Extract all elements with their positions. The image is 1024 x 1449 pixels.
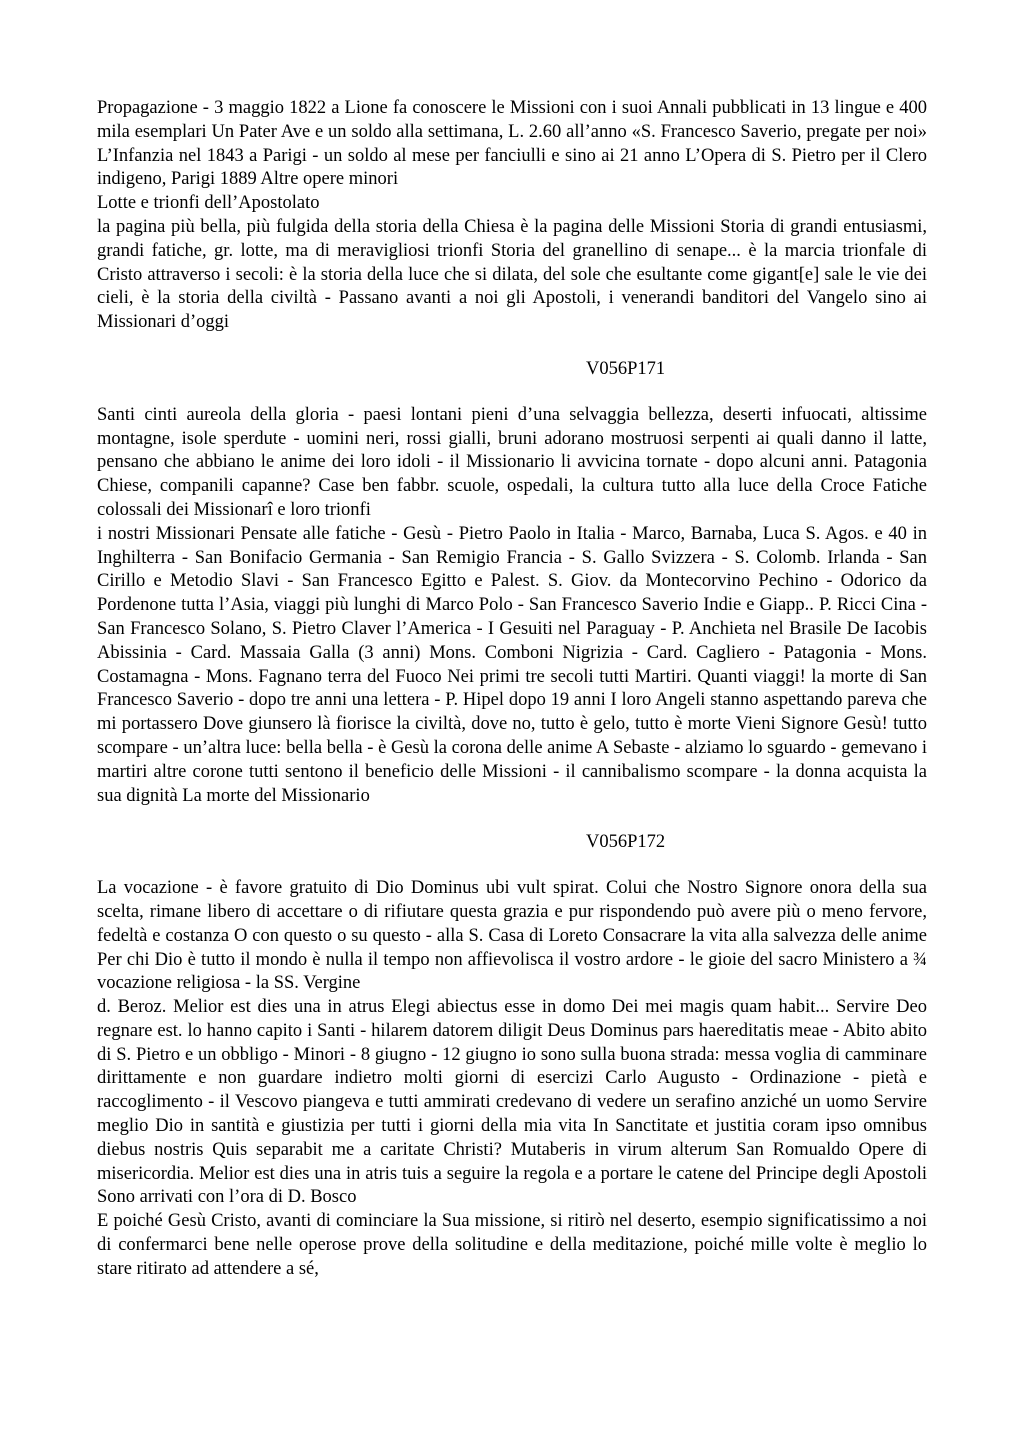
page-reference-171: V056P171 (586, 358, 666, 379)
paragraph-gesu-deserto: E poiché Gesù Cristo, avanti di cominciare la Sua missione, si ritirò nel deserto, esempio significatissimo a noi di confermarci bene nelle operose prove della solitudine e della meditazione, poiché mille volte è meglio lo stare ritirato ad attendere a sé, (97, 1211, 927, 1279)
paragraph-nostri-missionari: i nostri Missionari Pensate alle fatiche - Gesù - Pietro Paolo in Italia - Marco, Barnaba, Luca S. Agos. e 40 in Inghilterra - San Bonifacio Germania - San Remigio Francia - S. Gallo Svizzera - S. Colomb. Irlanda - San Cirillo e Metodio Slavi - San Francesco Egitto e Palest. S. Giov. da Montecorvino Pechino - Odorico da Pordenone tutta l’Asia, viaggi più lunghi di Marco Polo - San Francesco Saverio Indie e Giapp.. P. Ricci Cina - San Francesco Solano, S. Pietro Claver l’America - I Gesuiti nel Paraguay - P. Anchieta nel Brasile De Iacobis Abissinia - Card. Massaia Galla (3 anni) Mons. Comboni Nigrizia - Card. Cagliero - Patagonia - Mons. Costamagna - Mons. Fagnano terra del Fuoco Nei primi tre secoli tutti Martiri. Quanti viaggi! la morte di San Francesco Saverio - dopo tre anni una lettera - P. Hipel dopo 19 anni I loro Angeli stanno aspettando pareva che mi portassero Dove giunsero là fiorisce la civiltà, dove no, tutto è gelo, tutto è morte Vieni Signore Gesù! tutto scompare - un’altra luce: bella bella - è Gesù la corona delle anime A Sebaste - alziamo lo sguardo - gemevano i martiri altre corone tutti sentono il beneficio delle Missioni - il cannibalismo scompare - la donna acquista la sua dignità La morte del Missionario (97, 523, 927, 806)
paragraph-santi-cinti: Santi cinti aureola della gloria - paesi lontani pieni d’una selvaggia bellezza, deserti infuocati, altissime montagne, isole sperdute - uomini neri, rossi gialli, bruni adorano mostruosi serpenti ai quali danno il latte, pensano che abbiano le anime dei loro idoli - il Missionario li avvicina tornate - dopo alcuni anni. Patagonia Chiese, companili capanne? Case ben fabbr. scuole, ospedali, la cultura tutto alla luce della Croce Fatiche colossali dei Missionarî e loro trionfi (97, 404, 927, 520)
document-page (97, 97, 927, 1282)
paragraph-propagazione: Propagazione - 3 maggio 1822 a Lione fa conoscere le Missioni con i suoi Annali pubblicati in 13 lingue e 400 mila esemplari Un Pater Ave e un soldo alla settimana, L. 2.60 all’anno «S. Francesco Saverio, pregate per noi» L’Infanzia nel 1843 a Parigi - un soldo al mese per fanciulli e sino ai 21 anno L’Opera di S. Pietro per il Clero indigeno, Parigi 1889 Altre opere minori (97, 98, 927, 190)
paragraph-vocazione: La vocazione - è favore gratuito di Dio Dominus ubi vult spirat. Colui che Nostro Signore onora della sua scelta, rimane libero di accettare o di rifiutare questa grazia e pur rispondendo può avere più o meno fervore, fedeltà e costanza O con questo o su questo - alla S. Casa di Loreto Consacrare la vita alla salvezza delle anime Per chi Dio è tutto il mondo è nulla il tempo non affievolisca il vostro ardore - le gioie del sacro Ministero a ¾ vocazione religiosa - la SS. Vergine (97, 878, 927, 994)
page-reference-172: V056P172 (586, 832, 666, 853)
paragraph-lotte-heading: Lotte e trionfi dell’Apostolato (97, 193, 320, 214)
paragraph-pagina-bella: la pagina più bella, più fulgida della storia della Chiesa è la pagina delle Missioni Storia di grandi entusiasmi, grandi fatiche, gr. lotte, ma di meravigliosi trionfi Storia del granellino di senape... è la marcia trionfale di Cristo attraverso i secoli: è la storia della luce che si dilata, del sole che esultante come gigant[e] sale le vie dei cieli, è la storia della civiltà - Passano avanti a noi gli Apostoli, i venerandi banditori del Vangelo sino ai Missionari d’oggi (97, 216, 927, 333)
paragraph-beroz: d. Beroz. Melior est dies una in atrus Elegi abiectus esse in domo Dei mei magis quam habit... Servire Deo regnare est. lo hanno capito i Santi - hilarem datorem diligit Deus Dominus pars haereditatis meae - Abito abito di S. Pietro e un obbligo - Minori - 8 giugno - 12 giugno io sono sulla buona strada: messa voglia di camminare dirittamente e non guardare indietro molti giorni di esercizi Carlo Augusto - Ordinazione - pietà e raccoglimento - il Vescovo piangeva e tutti ammirati credevano di vedere un serafino anziché un uomo Servire meglio Dio in santità e giustizia per tutti i giorni della mia vita In Sanctitate et justitia coram ipso omnibus diebus nostris Quis separabit me a caritate Christi? Mutaberis in virum alterum San Romualdo Opere di misericordia. Melior est dies una in atris tuis a seguire la regola e a portare le catene del Principe degli Apostoli Sono arrivati con l’ora di D. Bosco (97, 997, 927, 1208)
